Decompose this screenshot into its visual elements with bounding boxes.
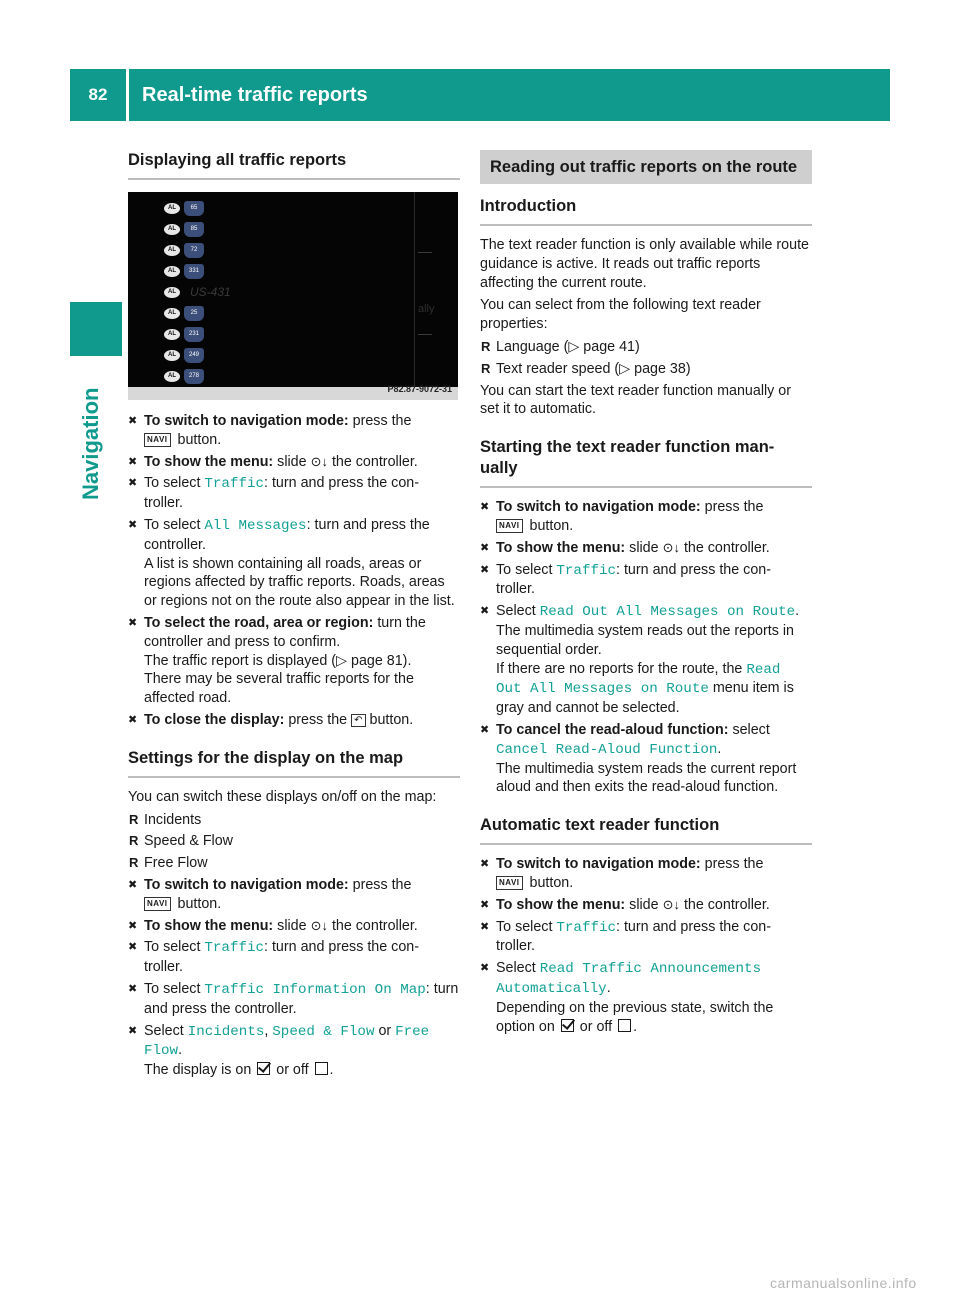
controller-slide-icon: ⊙↓ [662,896,680,912]
route-shield-icon: 278 [184,369,204,384]
list-item: R Incidents [128,811,460,830]
state-badge-icon: AL [164,266,180,277]
section-title-automatic: Automatic text reader function [480,815,812,845]
route-shield-icon: 231 [184,327,204,342]
route-shield-icon: 65 [184,201,204,216]
step-item: ✖ To cancel the read-aloud function: select Cancel Read-Aloud Function. The multimedia system reads the current report aloud and then exits the read-aloud function. [480,721,812,797]
step-item: ✖ To switch to navigation mode: press the NAVI button. [480,498,812,536]
state-badge-icon: AL [164,329,180,340]
traffic-report-row[interactable] [164,221,204,237]
section-title-manual: Starting the text reader function man- ually [480,437,812,488]
paragraph: The text reader function is only available while route guidance is active. It reads out traffic reports affecting the current route. [480,237,810,291]
step-item: ✖ To select Traffic: turn and press the con- troller. [480,918,812,957]
checkbox-on-icon [257,1062,270,1075]
paragraph: You can start the text reader function manually or set it to automatic. [480,382,792,418]
step-item: ✖ To switch to navigation mode: press the NAVI button. [128,412,460,450]
controller-slide-icon: ⊙↓ [310,453,328,469]
section-box-title: Reading out traffic reports on the route [480,150,812,184]
side-tab-block [70,302,122,356]
state-badge-icon: AL [164,203,180,214]
step-item: ✖ To show the menu: slide ⊙↓ the controller. [128,453,460,472]
screenshot-caption-strip [128,384,458,400]
section-title-introduction: Introduction [480,196,812,226]
back-icon: ↶ [351,714,365,727]
step-item: ✖ To switch to navigation mode: press the NAVI button. [480,855,812,893]
step-item: ✖ To show the menu: slide ⊙↓ the controller. [480,896,812,915]
state-badge-icon: AL [164,350,180,361]
step-item: ✖ To select Traffic: turn and press the con- troller. [128,938,460,977]
step-item: ✖ Select Read Out All Messages on Route. The multimedia system reads out the reports in sequential order. If there are no reports for the route, the Read Out All Messages on Route menu item is gray and cannot be selected. [480,602,812,718]
screenshot-tick [418,334,432,335]
state-badge-icon: AL [164,287,180,298]
paragraph: You can switch these displays on/off on the map: [128,788,437,805]
list-item: R Text reader speed (▷ page 38) [480,360,812,379]
step-item: ✖ To switch to navigation mode: press the NAVI button. [128,876,460,914]
screenshot-divider [414,192,415,387]
route-shield-icon: 25 [184,306,204,321]
state-badge-icon: AL [164,371,180,382]
section-title-displaying: Displaying all traffic reports [128,150,460,180]
right-column [480,150,812,1039]
step-item: ✖ Select Incidents, Speed & Flow or Free Flow. The display is on or off . [128,1022,460,1080]
traffic-report-row[interactable] [164,284,231,300]
side-section-label: Navigation [78,387,103,500]
step-item: ✖ To select the road, area or region: turn the controller and press to confirm. The traffic report is displayed (▷ page 81). There may be several traffic reports for the affected road. [128,614,460,708]
screenshot-tick [418,252,432,253]
step-item: ✖ To select All Messages: turn and press the controller. A list is shown containing all roads, areas or regions affected by traffic reports. Roads, areas or regions not on the route also appear in the list. [128,516,460,611]
section-title-map-settings: Settings for the display on the map [128,748,460,778]
traffic-report-row[interactable] [164,242,204,258]
controller-slide-icon: ⊙↓ [310,917,328,933]
checkbox-off-icon [618,1019,631,1032]
navi-key-icon: NAVI [496,876,523,890]
page-title: Real-time traffic reports [142,83,368,106]
route-name: US-431 [190,284,231,299]
step-item: ✖ To show the menu: slide ⊙↓ the controller. [480,539,812,558]
step-item: ✖ To select Traffic: turn and press the con- troller. [480,561,812,600]
navi-key-icon: NAVI [496,519,523,533]
traffic-report-row[interactable] [164,263,204,279]
step-item: ✖ To select Traffic: turn and press the con- troller. [128,474,460,513]
traffic-report-row[interactable] [164,305,204,321]
step-item: ✖ To select Traffic Information On Map: turn and press the controller. [128,980,460,1019]
route-shield-icon: 85 [184,222,204,237]
traffic-report-row[interactable] [164,368,204,384]
route-shield-icon: 72 [184,243,204,258]
controller-slide-icon: ⊙↓ [662,539,680,555]
screenshot-side-text: ally [418,303,435,315]
screenshot-code: P82.87-9072-31 [387,384,452,395]
route-shield-icon: 249 [184,348,204,363]
step-item: ✖ Select Read Traffic Announcements Automatically. Depending on the previous state, switch the option on or off . [480,959,812,1036]
step-item: ✖ To close the display: press the ↶ button. [128,711,460,730]
list-item: R Language (▷ page 41) [480,338,812,357]
list-item: R Free Flow [128,854,460,873]
state-badge-icon: AL [164,245,180,256]
traffic-list-screenshot [128,192,458,400]
state-badge-icon: AL [164,224,180,235]
list-item: R Speed & Flow [128,832,460,851]
checkbox-on-icon [561,1019,574,1032]
traffic-report-row[interactable] [164,326,204,342]
traffic-report-row[interactable] [164,347,204,363]
traffic-report-row[interactable] [164,200,204,216]
checkbox-off-icon [315,1062,328,1075]
route-shield-icon: 331 [184,264,204,279]
navi-key-icon: NAVI [144,433,171,447]
step-item: ✖ To show the menu: slide ⊙↓ the controller. [128,917,460,936]
footer-watermark: carmanualsonline.info [770,1275,917,1291]
paragraph: You can select from the following text reader properties: [480,297,761,333]
left-column [128,150,460,1083]
state-badge-icon: AL [164,308,180,319]
navi-key-icon: NAVI [144,897,171,911]
page-header [70,69,890,121]
page-number: 82 [88,85,108,104]
